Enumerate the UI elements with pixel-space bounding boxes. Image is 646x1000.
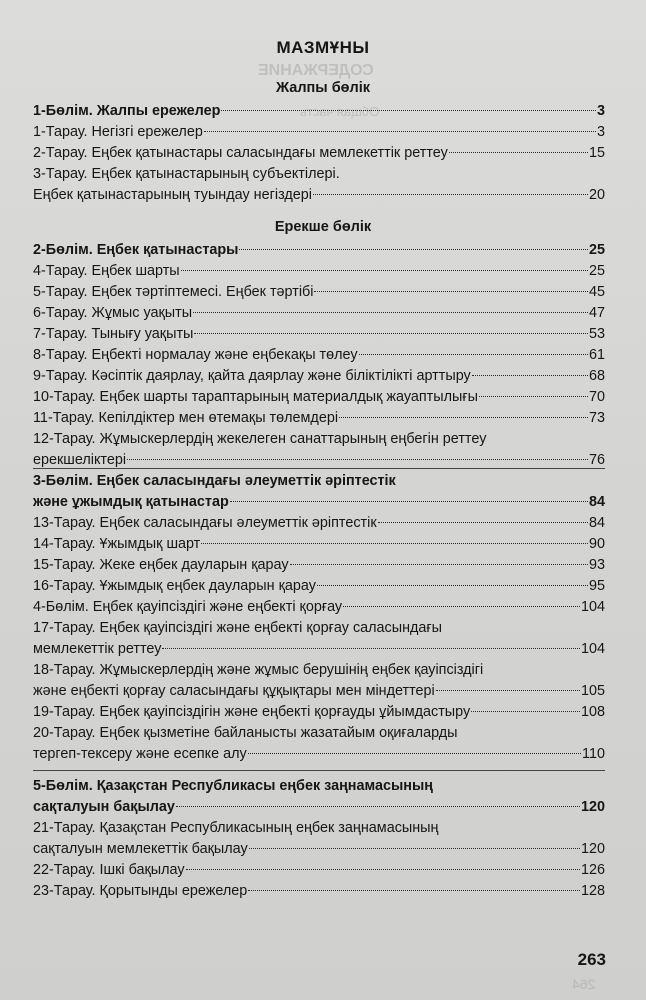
entry-page: 15 <box>588 145 605 161</box>
leader-dots <box>378 522 588 523</box>
toc-entry <box>33 555 605 576</box>
toc-entry-continued: 3-Бөлім. Еңбек саласындағы әлеуметтік әріптестік <box>33 473 396 489</box>
toc-entry <box>33 513 605 534</box>
entry-title: 1-Тарау. Негізгі ережелер <box>33 124 203 140</box>
leader-dots <box>343 606 580 607</box>
entry-title: 4-Тарау. Еңбек шарты <box>33 263 180 279</box>
leader-dots <box>186 869 580 870</box>
entry-page: 53 <box>588 326 605 342</box>
special-part-list <box>33 240 605 471</box>
entry-page: 3 <box>596 103 605 119</box>
entry-page: 90 <box>588 536 605 552</box>
entry-title: 13-Тарау. Еңбек саласындағы әлеуметтік әріптестік <box>33 515 377 531</box>
entry-page: 128 <box>580 883 605 899</box>
toc-entry <box>33 387 605 408</box>
page-title: МАЗМҰНЫ <box>276 38 370 57</box>
entry-title: 14-Тарау. Ұжымдық шарт <box>33 536 201 552</box>
entry-title: 6-Тарау. Жұмыс уақыты <box>33 305 193 321</box>
entry-title: 4-Бөлім. Еңбек қауіпсіздігі және еңбекті қорғау <box>33 599 343 615</box>
leader-dots <box>162 648 580 649</box>
toc-entry <box>33 639 605 660</box>
toc-entry <box>33 744 605 765</box>
section-divider <box>33 468 605 469</box>
toc-entry <box>33 185 605 206</box>
toc-entry-continued: 17-Тарау. Еңбек қауіпсіздігі және еңбекті қорғау саласындағы <box>33 620 443 636</box>
leader-dots <box>176 806 580 807</box>
toc-entry <box>33 261 605 282</box>
leader-dots <box>248 753 581 754</box>
entry-title: 10-Тарау. Еңбек шарты тараптарының материалдық жауаптылығы <box>33 389 478 405</box>
toc-entry <box>33 839 605 860</box>
toc-entry <box>33 122 605 143</box>
toc-entry <box>33 534 605 555</box>
section-divider <box>33 770 605 771</box>
leader-dots <box>221 110 596 111</box>
entry-page: 104 <box>580 599 605 615</box>
leader-dots <box>204 131 596 132</box>
leader-dots <box>249 848 580 849</box>
leader-dots <box>479 396 588 397</box>
toc-entry-continued: 18-Тарау. Жұмыскерлердің және жұмыс берушінің еңбек қауіпсіздігі <box>33 662 484 678</box>
leader-dots <box>201 543 588 544</box>
entry-title: сақталуын бақылау <box>33 799 175 815</box>
entry-title: 11-Тарау. Кепілдіктер мен өтемақы төлемдері <box>33 410 339 426</box>
leader-dots <box>290 564 588 565</box>
toc-entry <box>33 324 605 345</box>
entry-title: 19-Тарау. Еңбек қауіпсіздігін және еңбекті қорғауды ұйымдастыру <box>33 704 471 720</box>
leader-dots <box>471 711 580 712</box>
entry-page: 120 <box>580 841 605 857</box>
toc-entry <box>33 797 605 818</box>
entry-page: 3 <box>596 124 605 140</box>
toc-entry <box>33 345 605 366</box>
toc-entry <box>33 702 605 723</box>
toc-entry <box>33 143 605 164</box>
toc-entry <box>33 576 605 597</box>
toc-entry <box>33 492 605 513</box>
toc-entry-continued: 3-Тарау. Еңбек қатынастарының субъектілері. <box>33 166 340 182</box>
bleed-part: Общая часть <box>300 104 380 119</box>
page-number: 263 <box>577 950 606 969</box>
entry-page: 84 <box>588 515 605 531</box>
entry-page: 73 <box>588 410 605 426</box>
toc-entry <box>33 366 605 387</box>
entry-title: 2-Тарау. Еңбек қатынастары саласындағы мемлекеттік реттеу <box>33 145 448 161</box>
leader-dots <box>317 585 588 586</box>
entry-page: 108 <box>580 704 605 720</box>
entry-title: және еңбекті қорғау саласындағы құқықтары мен міндеттері <box>33 683 435 699</box>
entry-page: 68 <box>588 368 605 384</box>
leader-dots <box>436 690 580 691</box>
toc-entry <box>33 681 605 702</box>
entry-page: 93 <box>588 557 605 573</box>
entry-page: 110 <box>582 746 605 762</box>
entry-title: тергеп-тексеру және есепке алу <box>33 746 247 762</box>
entry-page: 45 <box>588 284 605 300</box>
leader-dots <box>239 249 588 250</box>
leader-dots <box>193 312 588 313</box>
entry-title: 16-Тарау. Ұжымдық еңбек дауларын қарау <box>33 578 316 594</box>
entry-page: 20 <box>588 187 605 203</box>
leader-dots <box>359 354 588 355</box>
toc-entry <box>33 101 605 122</box>
general-part-list <box>33 101 605 206</box>
toc-entry <box>33 303 605 324</box>
toc-entry-continued: 21-Тарау. Қазақстан Республикасының еңбек заңнамасының <box>33 820 439 836</box>
entry-page: 61 <box>588 347 605 363</box>
section3-list <box>33 471 605 765</box>
toc-entry-continued: 12-Тарау. Жұмыскерлердің жекелеген санаттарының еңбегін реттеу <box>33 431 487 447</box>
toc-entry-continued: 20-Тарау. Еңбек қызметіне байланысты жазатайым оқиғаларды <box>33 725 458 741</box>
bleed-heading: СОДЕРЖАНИЕ <box>258 62 374 79</box>
entry-title: 15-Тарау. Жеке еңбек дауларын қарау <box>33 557 289 573</box>
entry-page: 104 <box>580 641 605 657</box>
entry-page: 47 <box>588 305 605 321</box>
entry-title: 22-Тарау. Ішкі бақылау <box>33 862 185 878</box>
entry-title: Еңбек қатынастарының туындау негіздері <box>33 187 312 203</box>
entry-title: 9-Тарау. Кәсіптік даярлау, қайта даярлау және біліктілікті арттыру <box>33 368 471 384</box>
toc-entry <box>33 881 605 902</box>
toc-entry <box>33 597 605 618</box>
general-part-heading: Жалпы бөлік <box>275 80 371 96</box>
entry-title: 8-Тарау. Еңбекті нормалау және еңбекақы төлеу <box>33 347 358 363</box>
toc-entry <box>33 408 605 429</box>
entry-page: 120 <box>580 799 605 815</box>
entry-page: 105 <box>580 683 605 699</box>
entry-page: 95 <box>588 578 605 594</box>
entry-title: ерекшеліктері <box>33 452 127 468</box>
entry-title: 23-Тарау. Қорытынды ережелер <box>33 883 248 899</box>
entry-title: 1-Бөлім. Жалпы ережелер <box>33 103 221 119</box>
leader-dots <box>194 333 588 334</box>
toc-entry <box>33 282 605 303</box>
entry-title: 7-Тарау. Тынығу уақыты <box>33 326 194 342</box>
section5-list <box>33 776 605 902</box>
entry-page: 25 <box>588 263 605 279</box>
entry-page: 70 <box>588 389 605 405</box>
entry-page: 84 <box>588 494 605 510</box>
leader-dots <box>230 501 588 502</box>
entry-title: және ұжымдық қатынастар <box>33 494 229 510</box>
leader-dots <box>472 375 588 376</box>
bleed-page: 264 <box>572 976 596 992</box>
entry-title: 2-Бөлім. Еңбек қатынастары <box>33 242 239 258</box>
leader-dots <box>248 890 580 891</box>
entry-page: 25 <box>588 242 605 258</box>
leader-dots <box>127 459 588 460</box>
entry-title: мемлекеттік реттеу <box>33 641 162 657</box>
toc-entry <box>33 240 605 261</box>
entry-page: 76 <box>588 452 605 468</box>
leader-dots <box>313 194 588 195</box>
entry-title: сақталуын мемлекеттік бақылау <box>33 841 248 857</box>
toc-entry-continued: 5-Бөлім. Қазақстан Республикасы еңбек заңнамасының <box>33 778 433 794</box>
leader-dots <box>314 291 588 292</box>
leader-dots <box>181 270 588 271</box>
entry-title: 5-Тарау. Еңбек тәртіптемесі. Еңбек тәртібі <box>33 284 314 300</box>
leader-dots <box>449 152 588 153</box>
special-part-heading: Ерекше бөлік <box>274 219 372 235</box>
leader-dots <box>339 417 588 418</box>
toc-entry <box>33 860 605 881</box>
entry-page: 126 <box>580 862 605 878</box>
